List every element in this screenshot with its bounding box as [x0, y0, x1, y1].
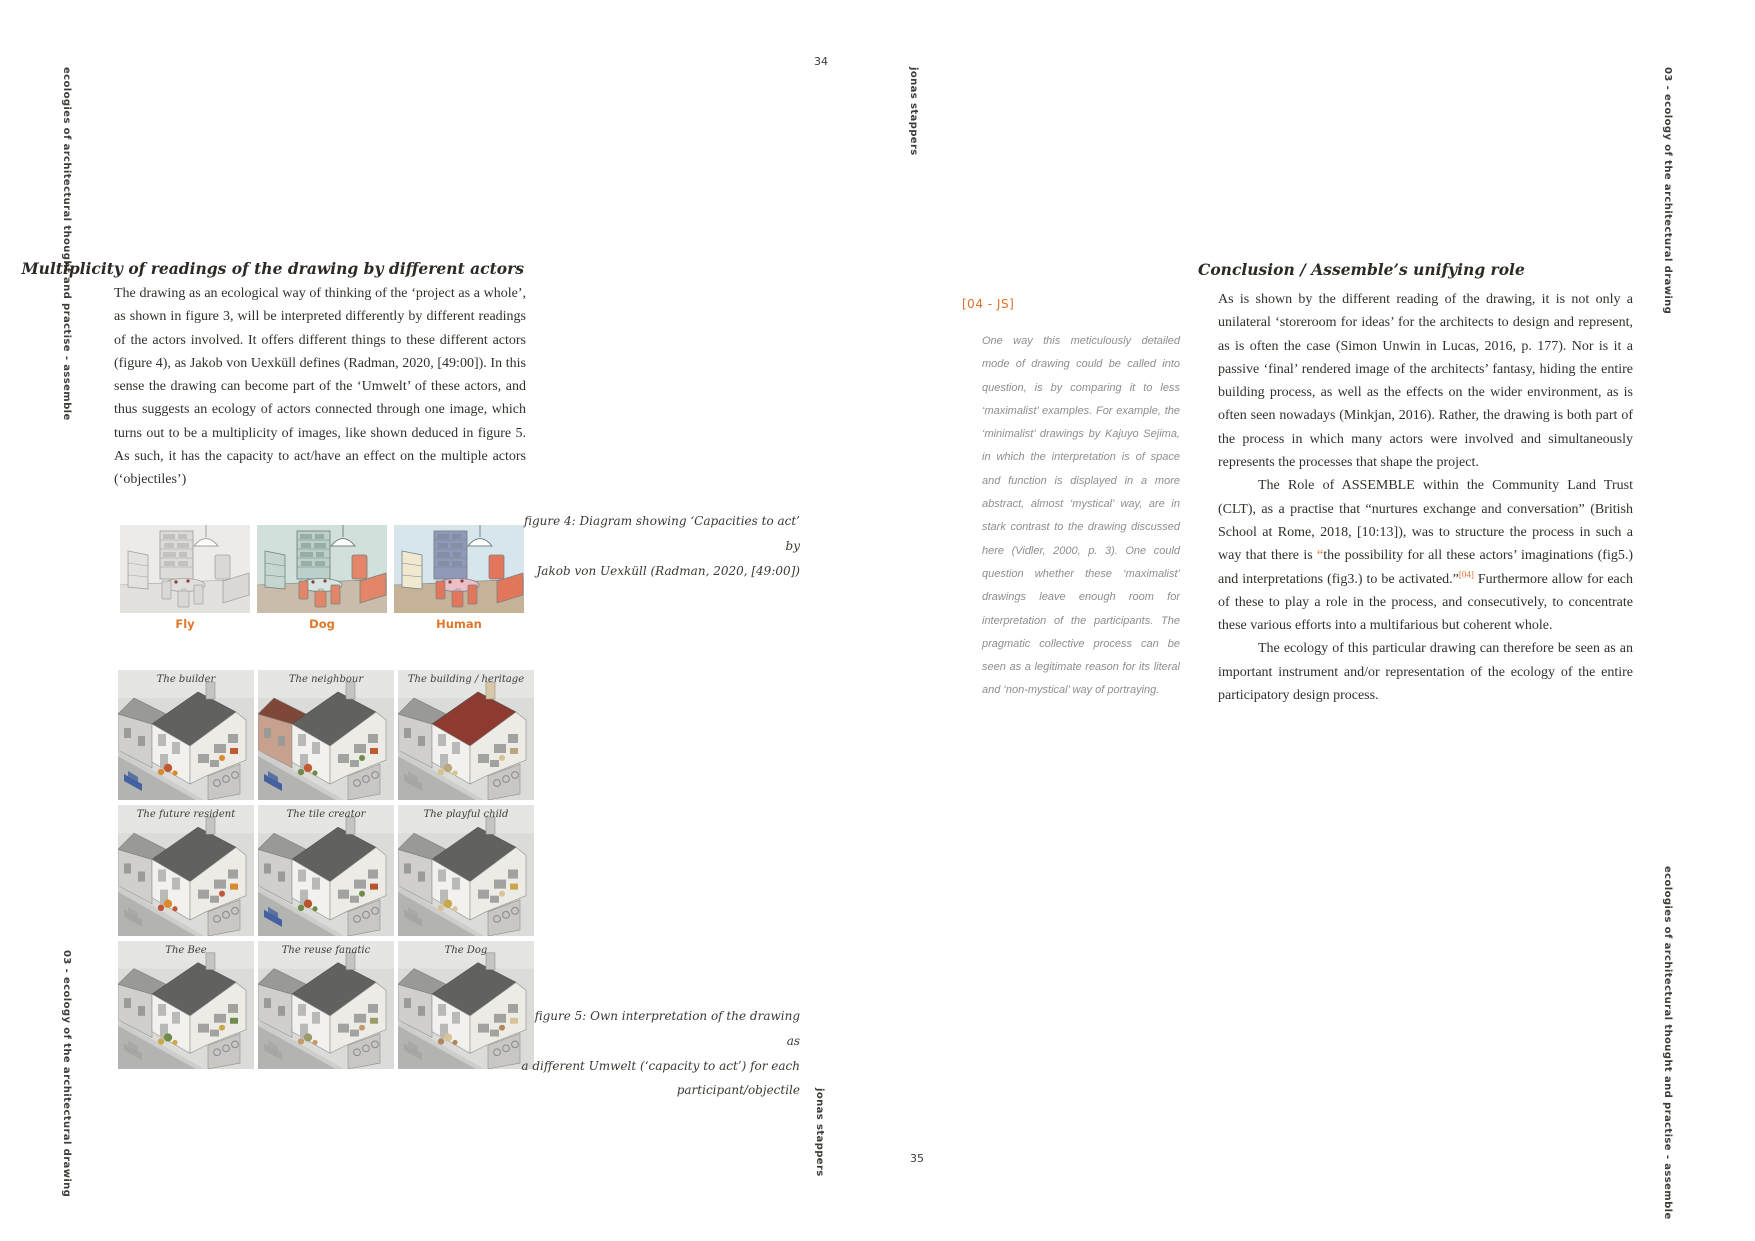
axon-house-illustration: [118, 670, 254, 800]
paragraph2-accent-quote: “: [1317, 548, 1324, 564]
figure4-label-fly: Fly: [175, 617, 195, 631]
footnote-text: One way this meticulously detailed mode of drawing could be called into question, is by comparing it to less ‘maximalist’ examples. For example, the ‘minimalist’ drawings by Kajuyo Sejima, in which the interpretation is of space and function is displayed in a more abstract, almost ‘mystical’ way, are in stark contrast to the drawing discussed here (Vidler, 2000, p. 3). One could question whether these ‘maximalist’ drawings leave enough room for interpretation of the participants. The pragmatic collective process can be seen as a legitimate reason for its literal and ‘non-mystical’ way of portraying.: [982, 335, 1180, 697]
axon-house-illustration: [398, 805, 534, 936]
figure5-cell-dog: [398, 941, 534, 1069]
paragraph2-text-a: The Role of ASSEMBLE within the Community Land Trust (CLT), as a practise that “nurtures exchange and conversation” (British School at Rome, 2018, [10:13]), was to structure the process in such a way that there is: [1218, 478, 1633, 564]
figure4-label-human: Human: [436, 617, 482, 631]
figure5-cell-building-heritage: [398, 670, 534, 800]
page-number-right: 35: [910, 1152, 924, 1165]
figure5-grid: [118, 670, 534, 1069]
figure4-image-fly: [120, 525, 250, 613]
footnote-marker: [04 - JS]: [962, 297, 1015, 311]
figure5-caption-line3: participant/objectile: [676, 1083, 800, 1098]
axon-house-illustration: [258, 805, 394, 936]
figure5-caption-line2: a different Umwelt (‘capacity to act’) for each: [521, 1058, 800, 1073]
figure5-label: The neighbour: [288, 674, 364, 685]
axon-house-illustration: [258, 941, 394, 1069]
figure5-cell-builder: [118, 670, 254, 800]
figure5-cell-tile-creator: [258, 805, 394, 936]
figure5-caption-line1: figure 5: Own interpretation of the drawing as: [534, 1009, 800, 1048]
author-name-top: jonas stappers: [908, 67, 919, 156]
figure4-label-dog: Dog: [309, 617, 335, 631]
figure4-caption-line2: Jakob von Uexküll (Radman, 2020, [49:00]): [536, 563, 800, 578]
figure5-caption: [520, 1004, 800, 1103]
paragraph2-text-b: the possibility for all these actors’ imaginations (fig5.) and interpretations (fig3.) to be activated.”: [1218, 548, 1633, 587]
figure4-image-human: [394, 525, 524, 613]
right-page-paragraph-1: As is shown by the different reading of the drawing, it is not only a unilateral ‘storeroom for ideas’ for the architects to design and represent, as is often the case (Simon Unwin in Lucas, 2016, p. 177). Nor is it a passive ‘final’ rendered image of the architects’ fantasy, hiding the entire building process, as well as the effects on the wider environment, as is often seen nowadays (Minkjan, 2016). Rather, the drawing is both part of the process in which many actors were involved and simultaneously represents the processes that shape the project.: [1218, 292, 1633, 471]
room-scene-illustration: [120, 525, 250, 613]
figure5-label: The future resident: [136, 809, 236, 820]
figure4-caption-line1: figure 4: Diagram showing ‘Capacities to act’ by: [523, 514, 800, 553]
figure5-label: The building / heritage: [407, 674, 525, 685]
figure5-label: The playful child: [423, 809, 509, 820]
author-name-bottom: jonas stappers: [814, 1088, 825, 1177]
axon-house-illustration: [258, 670, 394, 800]
figure4-caption: [520, 509, 800, 583]
figure5-label: The builder: [156, 674, 216, 685]
axon-house-illustration: [118, 941, 254, 1069]
margin-text-left-bottom: 03 - ecology of the architectural drawing: [61, 950, 72, 1198]
margin-text-right-top: 03 - ecology of the architectural drawing: [1662, 67, 1673, 315]
right-page-heading: Conclusion / Assemble’s unifying role: [1198, 259, 1525, 279]
page-number-left: 34: [814, 55, 828, 68]
room-scene-illustration: [394, 525, 524, 613]
right-page-paragraph-3: The ecology of this particular drawing can therefore be seen as an important instrument and/or representation of the ecology of the entire participatory design process.: [1218, 641, 1633, 704]
figure5-label: The Dog: [444, 945, 488, 956]
margin-text-right-bottom: ecologies of architectural thought and practise - assemble: [1662, 866, 1673, 1220]
right-page-paragraph-2: [1218, 474, 1633, 637]
margin-text-left-top: ecologies of architectural thought and practise - assemble: [61, 67, 72, 421]
left-page-body: The drawing as an ecological way of thinking of the ‘project as a whole’, as shown in figure 3, will be interpreted differently by different readings of the actors involved. It offers different things to these different actors (figure 4), as Jakob von Uexküll defines (Radman, 2020, [49:00]). In this sense the drawing can become part of the ‘Umwelt’ of these actors, and thus suggests an ecology of actors connected through one image, which turns out to be a multiplicity of images, like shown deduced in figure 5. As such, it has the capacity to act/have an effect on the multiple actors (‘objectiles’): [114, 286, 526, 488]
footnote-reference-04: [04]: [1458, 568, 1474, 579]
figure5-cell-neighbour: [258, 670, 394, 800]
figure5-cell-bee: [118, 941, 254, 1069]
figure5-label: The Bee: [165, 945, 207, 956]
room-scene-illustration: [257, 525, 387, 613]
figure4-image-dog: [257, 525, 387, 613]
figure5-label: The reuse fanatic: [281, 945, 371, 956]
figure5-cell-future-resident: [118, 805, 254, 936]
paragraph2-text-c: Furthermore allow for each of these to play a role in the process, and consecutively, to concentrate these various efforts into a multifarious but coherent whole.: [1218, 571, 1633, 634]
axon-house-illustration: [398, 670, 534, 800]
axon-house-illustration: [398, 941, 534, 1069]
figure5-cell-reuse-fanatic: [258, 941, 394, 1069]
left-page-heading: Multiplicity of readings of the drawing by different actors: [21, 258, 524, 278]
axon-house-illustration: [118, 805, 254, 936]
figure5-label: The tile creator: [286, 809, 366, 820]
figure5-cell-playful-child: [398, 805, 534, 936]
right-page-body: [1218, 288, 1633, 707]
